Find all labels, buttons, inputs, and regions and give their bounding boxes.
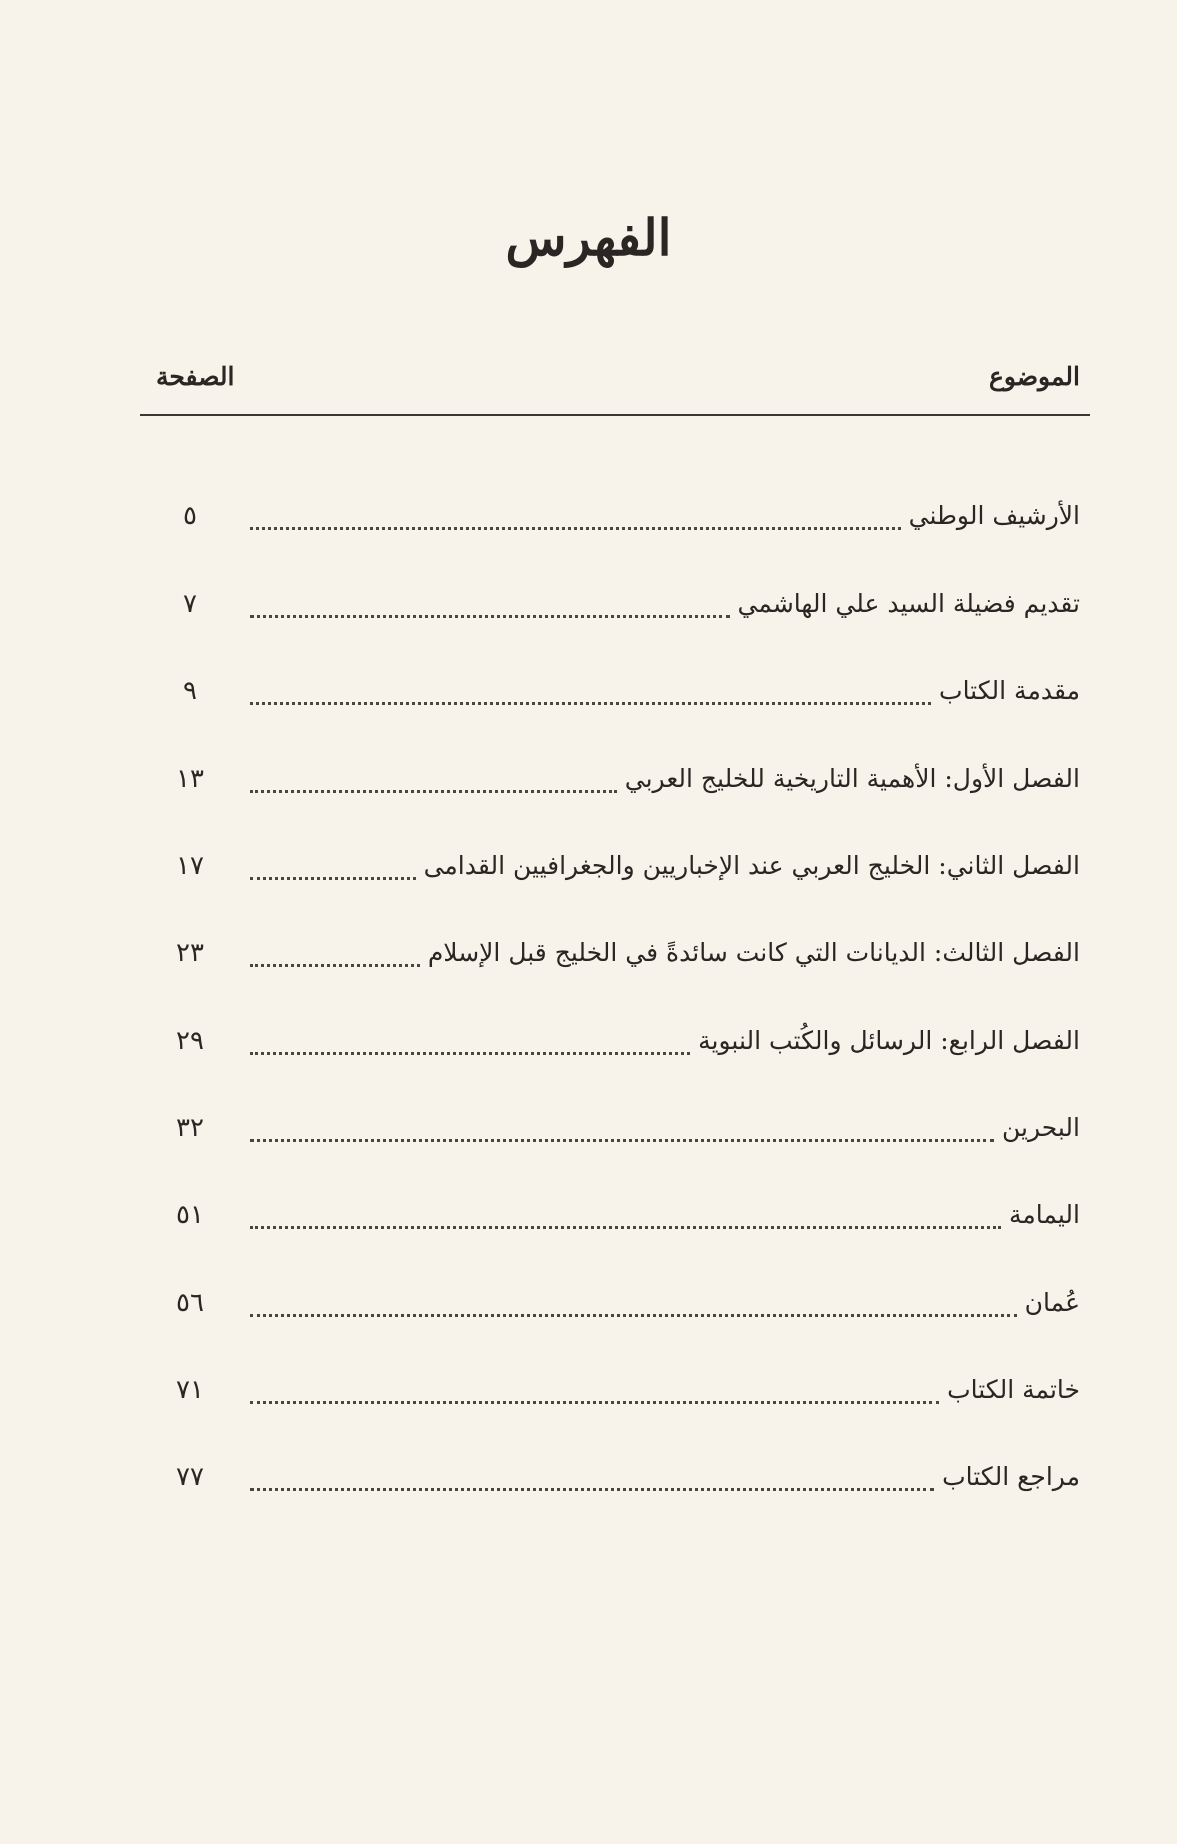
toc-entry-chapter-3 [150, 930, 1080, 976]
toc-entry-references [150, 1454, 1080, 1500]
toc-entry-chapter-2 [150, 843, 1080, 889]
page-column-header: الصفحة [156, 362, 235, 391]
toc-page-number: ٥ [183, 501, 197, 531]
dot-leader [250, 1139, 994, 1142]
toc-entry-national-archive [150, 493, 1080, 539]
topic-column-header: الموضوع [989, 362, 1080, 391]
dot-leader [250, 1401, 939, 1404]
toc-title: الفصل الأول: الأهمية التاريخية للخليج العربي [624, 764, 1080, 793]
toc-page-number: ٥١ [176, 1200, 204, 1230]
toc-entry-conclusion [150, 1367, 1080, 1413]
toc-page-number: ٢٩ [176, 1026, 204, 1056]
toc-page-number: ٧ [183, 589, 197, 619]
toc-title: الفصل الرابع: الرسائل والكُتب النبوية [698, 1026, 1080, 1055]
toc-title: الفصل الثالث: الديانات التي كانت سائدةً في الخليج قبل الإسلام [427, 938, 1080, 967]
toc-entry-oman [150, 1280, 1080, 1326]
toc-title: خاتمة الكتاب [947, 1375, 1080, 1404]
toc-entry-introduction [150, 668, 1080, 714]
toc-page-number: ٥٦ [176, 1288, 204, 1318]
dot-leader [250, 615, 730, 618]
toc-page-number: ١٣ [176, 764, 204, 794]
toc-title: اليمامة [1009, 1200, 1080, 1229]
toc-title: مقدمة الكتاب [939, 676, 1080, 705]
toc-page-number: ٣٢ [176, 1113, 204, 1143]
dot-leader [250, 790, 617, 793]
toc-title: تقديم فضيلة السيد علي الهاشمي [737, 589, 1080, 618]
toc-page-number: ١٧ [176, 851, 204, 881]
dot-leader [250, 964, 420, 967]
dot-leader [250, 1314, 1017, 1317]
toc-page-number: ٧١ [176, 1375, 204, 1405]
toc-entry-chapter-4 [150, 1018, 1080, 1064]
toc-page-number: ٩ [183, 676, 197, 706]
dot-leader [250, 877, 416, 880]
toc-entry-yamama [150, 1192, 1080, 1238]
page-title: الفهرس [505, 208, 672, 267]
toc-title: البحرين [1001, 1113, 1080, 1142]
toc-entry-foreword [150, 581, 1080, 627]
toc-title: الفصل الثاني: الخليج العربي عند الإخباريين والجغرافيين القدامى [423, 851, 1080, 880]
toc-title: عُمان [1024, 1288, 1080, 1317]
dot-leader [250, 702, 931, 705]
dot-leader [250, 1226, 1001, 1229]
toc-page-number: ٧٧ [176, 1462, 204, 1492]
toc-title: مراجع الكتاب [942, 1462, 1080, 1491]
toc-title: الأرشيف الوطني [908, 501, 1080, 530]
toc-page-number: ٢٣ [176, 938, 204, 968]
dot-leader [250, 527, 901, 530]
header-divider [140, 414, 1090, 416]
dot-leader [250, 1488, 934, 1491]
toc-entry-chapter-1 [150, 756, 1080, 802]
dot-leader [250, 1052, 690, 1055]
toc-entry-bahrain [150, 1105, 1080, 1151]
